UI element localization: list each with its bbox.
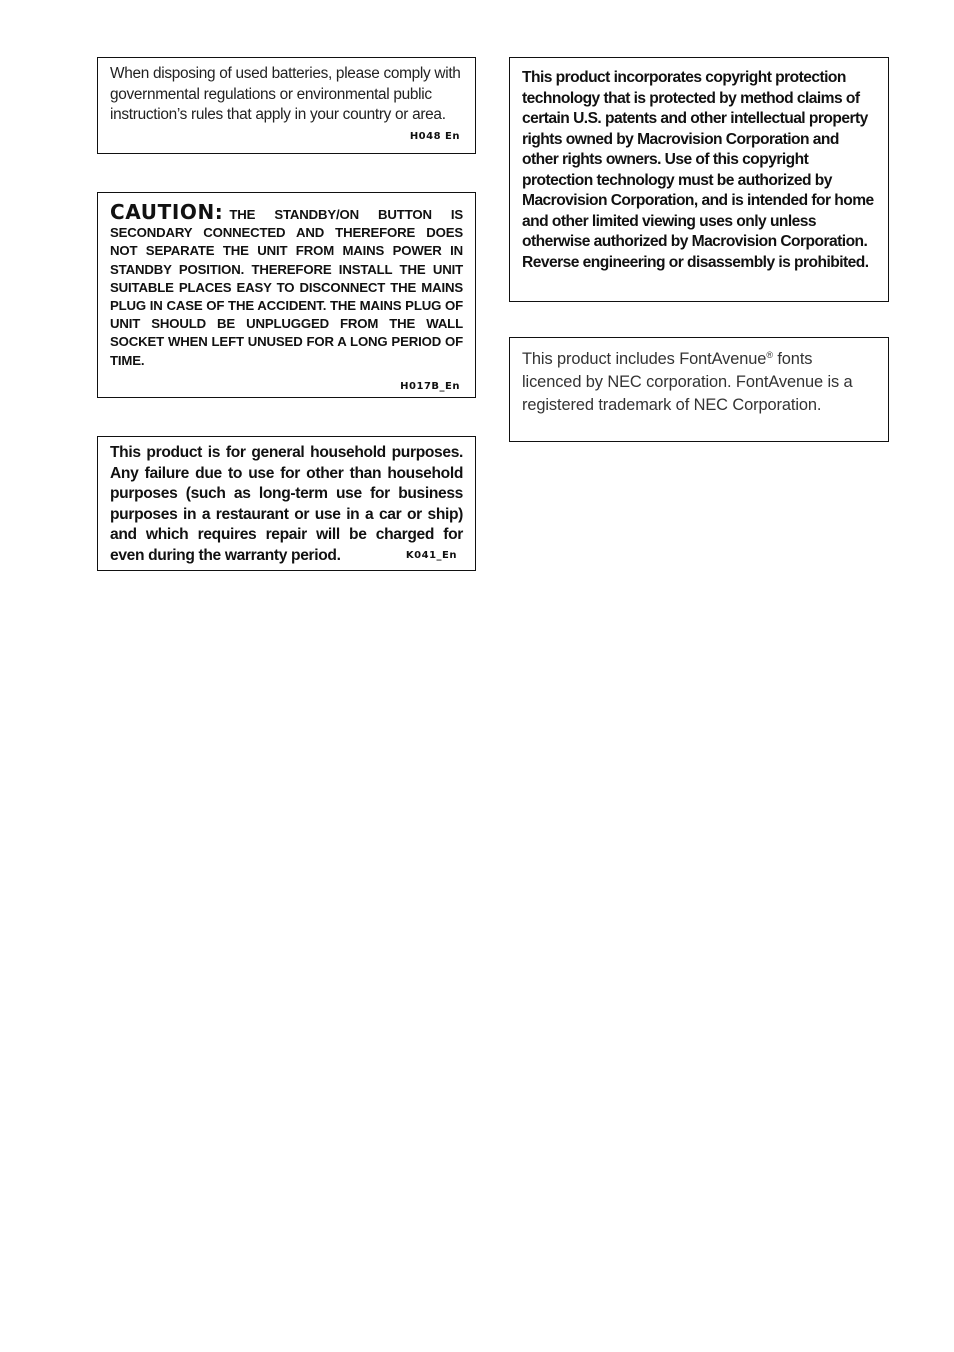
registered-mark: ® xyxy=(766,350,773,360)
caution-heading: CAUTION: xyxy=(110,200,224,224)
copyright-protection-notice xyxy=(509,57,889,302)
font-license-text-end: fonts licenced by NEC corporation. FontAvenue is a registered trademark of NEC Corporation. xyxy=(522,350,853,414)
caution-body xyxy=(110,200,463,370)
household-use-text: This product is for general household purposes. Any failure due to use for other than household purposes (such as long-term use for business purposes in a restaurant or use in a car or ship) and which requires repair will be charged for even during the warranty period. xyxy=(110,444,463,564)
caution-text: THE STANDBY/ON BUTTON IS SECONDARY CONNECTED AND THEREFORE DOES NOT SEPARATE THE UNIT FROM MAINS POWER IN STANDBY POSITION. THEREFORE INSTALL THE UNIT SUITABLE PLACES EASY TO DISCONNECT THE MAINS PLUG IN CASE OF THE ACCIDENT. THE MAINS PLUG OF UNIT SHOULD BE UNPLUGGED FROM THE WALL SOCKET WHEN LEFT UNUSED FOR A LONG PERIOD OF TIME. xyxy=(110,207,463,368)
battery-notice-code: H048 En xyxy=(409,131,460,142)
font-license-text-start: This product includes FontAvenue xyxy=(522,350,767,368)
caution-notice-code: H017B_En xyxy=(400,381,460,392)
household-notice-code: K041_En xyxy=(405,550,457,561)
font-license-notice xyxy=(509,337,889,442)
copyright-protection-text: This product incorporates copyright protection technology that is protected by method claims of certain U.S. patents and other intellectual property rights owned by Macrovision Corporation and other rights owners. Use of this copyright protection technology must be authorized by Macrovision Corporation, and is intended for home and other limited viewing uses only unless otherwise authorized by Macrovision Corporation. Reverse engineering or disassembly is prohibited. xyxy=(522,69,874,271)
font-license-text xyxy=(522,348,876,417)
battery-disposal-notice xyxy=(97,57,476,154)
household-use-notice xyxy=(97,436,476,571)
caution-notice xyxy=(97,192,476,398)
battery-disposal-text: When disposing of used batteries, please comply with governmental regulations or environmental public instruction’s rules that apply in your country or area. xyxy=(110,65,461,123)
